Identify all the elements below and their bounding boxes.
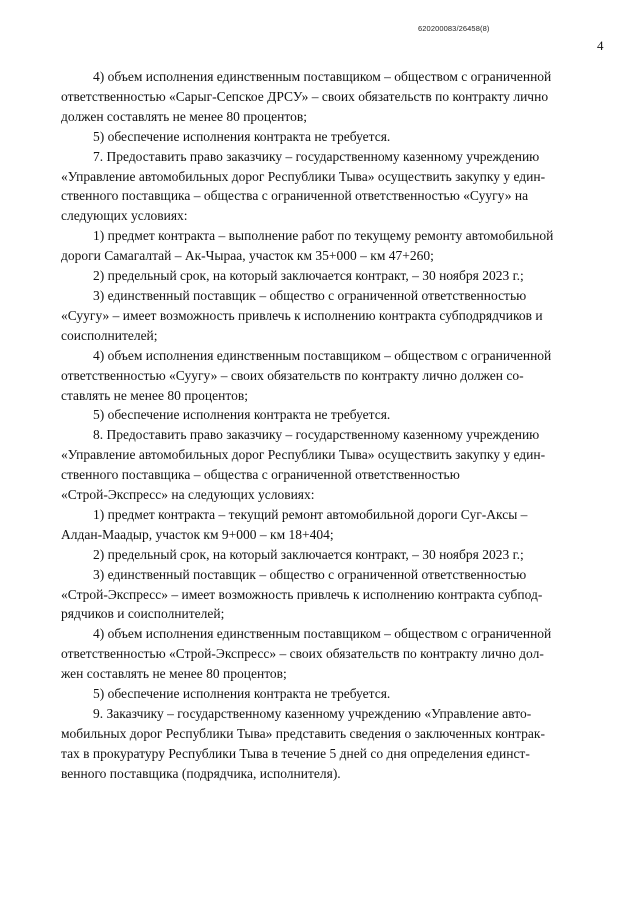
paragraph-item-2-suugu: 2) предельный срок, на который заключается контракт, – 30 ноября 2023 г.; xyxy=(93,268,524,284)
paragraph-item-3-suugu: 3) единственный поставщик – общество с ограниченной ответственностью «Суугу» – имеет возможность привлечь к исполнению контракта субподрядчиков и соисполнителей; xyxy=(61,287,543,343)
paragraph-item-1-stroyexpress: 1) предмет контракта – текущий ремонт автомобильной дороги Суг-Аксы – Алдан-Маадыр, участок км 9+000 – км 18+404; xyxy=(61,506,528,542)
document-body xyxy=(61,67,610,784)
paragraph-item-5-suugu: 5) обеспечение исполнения контракта не требуется. xyxy=(93,407,391,423)
paragraph-item-5-sarygsep: 5) обеспечение исполнения контракта не требуется. xyxy=(93,128,391,144)
paragraph-item-4-sarygsep: 4) объем исполнения единственным поставщиком – обществом с ограниченной ответственностью «Сарыг-Сепское ДРСУ» – своих обязательств по контракту лично должен составлять не менее 80 процентов; xyxy=(61,69,552,124)
paragraph-section-8: 8. Предоставить право заказчику – государственному казенному учреждению «Управление автомобильных дорог Республики Тыва» осуществить закупку у един- ственного поставщика – общества с ограниченной ответственностью «Строй-Экспресс» на следующих условиях: xyxy=(61,427,546,503)
paragraph-item-5-stroyexpress: 5) обеспечение исполнения контракта не требуется. xyxy=(93,686,391,702)
paragraph-item-2-stroyexpress: 2) предельный срок, на который заключается контракт, – 30 ноября 2023 г.; xyxy=(93,546,524,562)
document-id: 620200083/26458(8) xyxy=(418,24,490,33)
paragraph-section-7: 7. Предоставить право заказчику – государственному казенному учреждению «Управление автомобильных дорог Республики Тыва» осуществить закупку у един- ственного поставщика – общества с ограниченной ответственностью «Суугу» на следующих условиях: xyxy=(61,148,546,224)
paragraph-item-3-stroyexpress: 3) единственный поставщик – общество с ограниченной ответственностью «Строй-Экспресс» – имеет возможность привлечь к исполнению контракта субпод- рядчиков и соисполнителей; xyxy=(61,566,543,622)
paragraph-item-1-suugu: 1) предмет контракта – выполнение работ по текущему ремонту автомобильной дороги Самагалтай – Ак-Чыраа, участок км 35+000 – км 47+260; xyxy=(61,228,554,264)
paragraph-section-9: 9. Заказчику – государственному казенному учреждению «Управление авто- мобильных дорог Республики Тыва» представить сведения о заключенных контрак- тах в прокуратуру Республики Тыва в течение 5 дней со дня определения единст- венного поставщика (подрядчика, исполнителя). xyxy=(61,706,545,781)
paragraph-item-4-stroyexpress: 4) объем исполнения единственным поставщиком – обществом с ограниченной ответственностью «Строй-Экспресс» – своих обязательств по контракту лично дол- жен составлять не менее 80 процентов; xyxy=(61,626,552,682)
paragraph-item-4-suugu: 4) объем исполнения единственным поставщиком – обществом с ограниченной ответственностью «Суугу» – своих обязательств по контракту лично должен со- ставлять не менее 80 процентов; xyxy=(61,347,552,403)
page-number: 4 xyxy=(597,38,604,53)
